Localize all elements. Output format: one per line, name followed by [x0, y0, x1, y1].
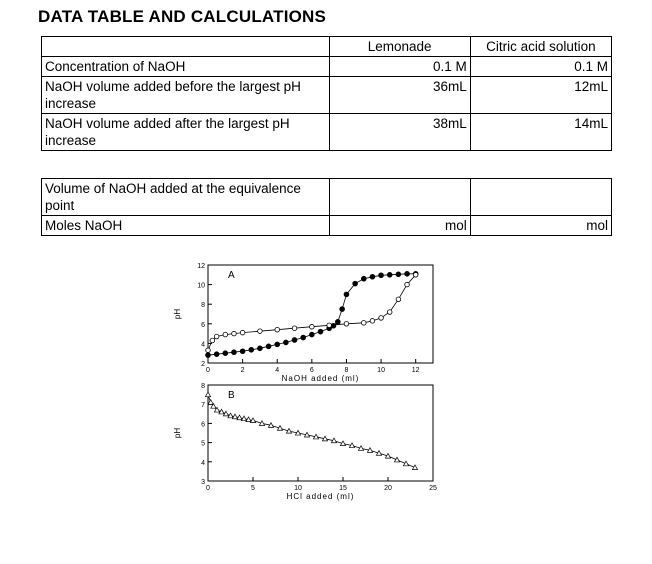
page-title: DATA TABLE AND CALCULATIONS [38, 7, 327, 26]
lemonade-cell[interactable]: 36mL [329, 77, 470, 114]
table-header-row [42, 37, 612, 57]
y-axis-label: pH [173, 308, 182, 320]
x-tick-label: 6 [309, 367, 314, 374]
data-point-filled [240, 349, 245, 354]
table-row [42, 57, 612, 77]
data-point-triangle [394, 457, 399, 462]
data-table-main [41, 36, 612, 151]
x-tick-label: 0 [206, 367, 210, 374]
x-tick-label: 12 [411, 367, 420, 374]
x-tick-label: 5 [251, 485, 255, 492]
data-point-filled [379, 273, 384, 278]
data-point-open [210, 338, 215, 343]
data-point-open [327, 323, 332, 328]
data-point-filled [336, 320, 341, 325]
table-row [42, 216, 612, 236]
y-tick-label: 6 [201, 321, 205, 329]
data-point-open [258, 329, 263, 334]
y-tick-label: 7 [201, 402, 205, 410]
series-line-triangles [208, 395, 415, 468]
x-tick-label: 20 [384, 485, 392, 492]
data-table-calculations [41, 178, 612, 236]
plot-frame [208, 385, 433, 481]
x-tick-label: 15 [339, 485, 347, 492]
series-line-open [208, 275, 416, 351]
data-point-filled [331, 323, 336, 328]
x-tick-label: 10 [294, 485, 302, 492]
y-tick-label: 4 [201, 341, 205, 349]
lemonade-cell[interactable]: mol [329, 216, 470, 236]
x-tick-label: 8 [344, 367, 349, 374]
data-point-filled [223, 351, 228, 356]
data-point-filled [266, 344, 271, 349]
x-axis-label: NaOH added (ml) [281, 374, 360, 383]
citric-cell[interactable] [470, 179, 611, 216]
y-tick-label: 2 [201, 361, 205, 368]
table-row [42, 179, 612, 216]
plot-frame [208, 265, 433, 363]
panel-label: A [228, 270, 235, 281]
row-label: NaOH volume added after the largest pH increase [42, 114, 330, 151]
data-point-filled [214, 352, 219, 357]
data-point-open [413, 273, 418, 278]
y-tick-label: 8 [201, 383, 205, 390]
data-point-filled [310, 332, 315, 337]
row-label: Moles NaOH [42, 216, 330, 236]
x-tick-label: 0 [206, 485, 210, 492]
header-citric: Citric acid solution [470, 37, 611, 57]
data-point-filled [232, 350, 237, 355]
data-point-open [387, 310, 392, 315]
header-blank-cell [42, 37, 330, 57]
citric-cell[interactable]: mol [470, 216, 611, 236]
data-point-filled [361, 276, 366, 281]
data-point-filled [353, 281, 358, 286]
data-point-filled [301, 335, 306, 340]
lemonade-cell[interactable] [329, 179, 470, 216]
data-point-triangle [208, 400, 213, 405]
data-point-filled [292, 338, 297, 343]
data-point-open [240, 330, 245, 335]
data-point-open [379, 316, 384, 321]
data-point-triangle [412, 465, 417, 470]
table-row [42, 77, 612, 114]
data-point-filled [206, 353, 211, 358]
data-point-open [405, 282, 410, 287]
y-tick-label: 3 [201, 479, 205, 486]
y-tick-label: 5 [201, 440, 205, 448]
y-tick-label: 4 [201, 459, 205, 467]
y-axis-label: pH [173, 427, 182, 439]
citric-cell[interactable]: 12mL [470, 77, 611, 114]
lemonade-cell[interactable]: 38mL [329, 114, 470, 151]
x-tick-label: 25 [429, 485, 437, 492]
data-point-filled [318, 329, 323, 334]
y-tick-label: 6 [201, 421, 205, 429]
data-point-open [223, 332, 228, 337]
panel-label: B [228, 390, 235, 401]
x-tick-label: 4 [275, 367, 280, 374]
data-point-triangle [403, 461, 408, 466]
x-tick-label: 10 [377, 367, 385, 374]
row-label: Volume of NaOH added at the equivalence point [42, 179, 330, 216]
series-line-filled [208, 274, 416, 355]
row-label: NaOH volume added before the largest pH increase [42, 77, 330, 114]
header-lemonade: Lemonade [329, 37, 470, 57]
data-point-open [232, 331, 237, 336]
data-point-filled [344, 292, 349, 297]
data-point-filled [340, 307, 345, 312]
data-point-open [370, 319, 375, 324]
y-tick-label: 8 [201, 302, 205, 310]
lemonade-cell[interactable]: 0.1 M [329, 57, 470, 77]
data-point-filled [405, 272, 410, 277]
data-point-filled [284, 340, 289, 345]
citric-cell[interactable]: 14mL [470, 114, 611, 151]
data-point-open [344, 322, 349, 327]
data-point-filled [396, 272, 401, 277]
x-tick-label: 2 [240, 367, 245, 374]
data-point-open [396, 297, 401, 302]
y-tick-label: 10 [197, 282, 205, 290]
data-point-open [214, 334, 219, 339]
data-point-open [206, 348, 211, 353]
data-point-open [292, 326, 297, 331]
table-row [42, 114, 612, 151]
data-point-filled [370, 274, 375, 279]
x-axis-label: HCl added (ml) [286, 492, 355, 501]
data-point-filled [258, 346, 263, 351]
data-point-open [361, 321, 366, 326]
data-point-open [275, 327, 280, 332]
row-label: Concentration of NaOH [42, 57, 330, 77]
y-tick-label: 12 [197, 263, 205, 270]
data-point-filled [387, 273, 392, 278]
citric-cell[interactable]: 0.1 M [470, 57, 611, 77]
data-point-filled [249, 347, 254, 352]
data-point-triangle [205, 392, 210, 397]
data-point-open [310, 324, 315, 329]
data-point-filled [275, 342, 280, 347]
titration-curves-figure [160, 260, 450, 505]
